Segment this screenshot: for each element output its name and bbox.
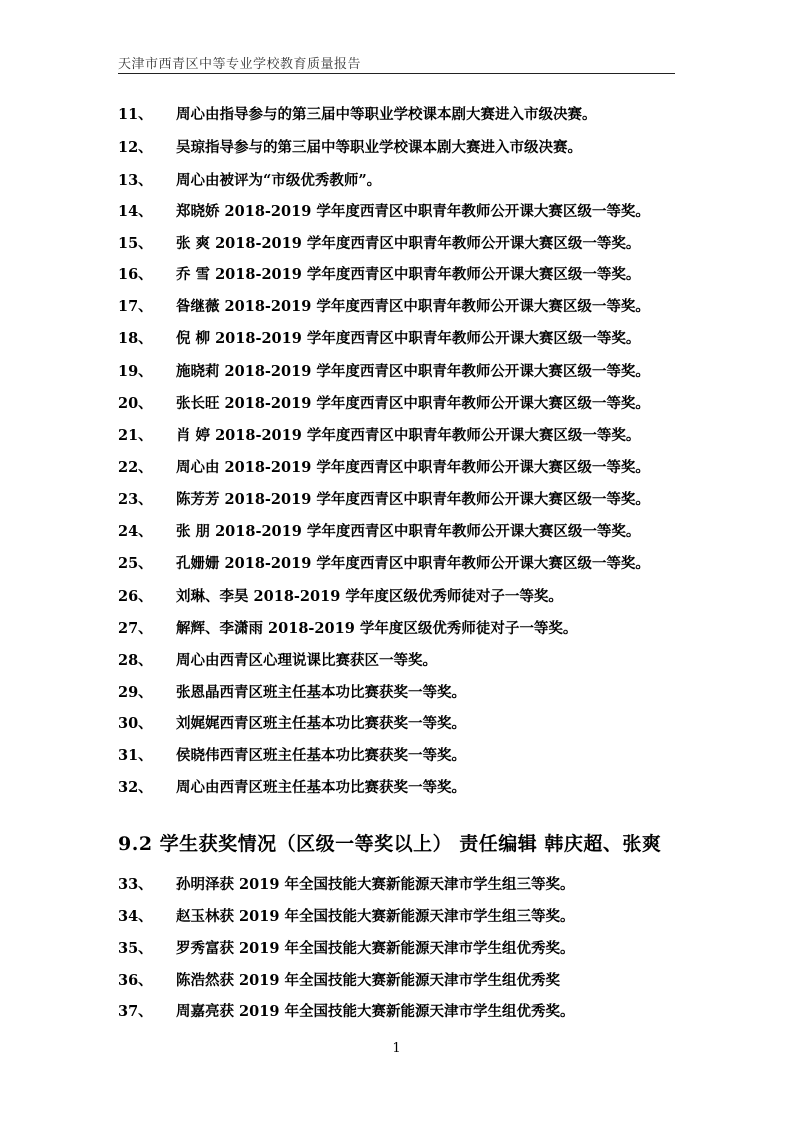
list-item <box>118 328 640 350</box>
item-number: 13、 <box>118 172 153 189</box>
item-number: 34、 <box>118 908 153 925</box>
list-item <box>118 170 381 192</box>
item-text: 张恩晶西青区班主任基本功比赛获奖一等奖。 <box>176 684 466 701</box>
item-text: 周心由西青区心理说课比赛获区一等奖。 <box>176 652 437 669</box>
page-number: 1 <box>392 1041 401 1056</box>
item-text: 昝继薇 2018-2019 学年度西青区中职青年教师公开课大赛区级一等奖。 <box>176 298 650 315</box>
list-item <box>118 682 466 704</box>
list-item <box>118 489 650 511</box>
item-text: 周嘉亮获 2019 年全国技能大赛新能源天津市学生组优秀奖。 <box>176 1003 575 1020</box>
list-item <box>118 586 563 608</box>
item-number: 23、 <box>118 491 153 508</box>
item-number: 27、 <box>118 620 153 637</box>
list-item <box>118 745 466 767</box>
item-text: 周心由指导参与的第三届中等职业学校课本剧大赛进入市级决赛。 <box>176 106 597 123</box>
item-number: 19、 <box>118 363 153 380</box>
item-number: 21、 <box>118 427 153 444</box>
list-item <box>118 874 574 896</box>
list-item <box>118 137 582 159</box>
list-item <box>118 713 466 735</box>
item-number: 36、 <box>118 972 153 989</box>
item-number: 11、 <box>118 106 153 123</box>
item-text: 侯晓伟西青区班主任基本功比赛获奖一等奖。 <box>176 747 466 764</box>
list-item <box>118 553 650 575</box>
item-text: 张 爽 2018-2019 学年度西青区中职青年教师公开课大赛区级一等奖。 <box>176 235 641 252</box>
item-text: 孙明泽获 2019 年全国技能大赛新能源天津市学生组三等奖。 <box>176 876 575 893</box>
list-item <box>118 457 650 479</box>
item-text: 乔 雪 2018-2019 学年度西青区中职青年教师公开课大赛区级一等奖。 <box>176 266 641 283</box>
item-text: 刘琳、李昊 2018-2019 学年度区级优秀师徒对子一等奖。 <box>176 588 563 605</box>
list-item <box>118 938 574 960</box>
item-number: 35、 <box>118 940 153 957</box>
item-number: 30、 <box>118 715 153 732</box>
item-number: 29、 <box>118 684 153 701</box>
item-number: 17、 <box>118 298 153 315</box>
item-number: 15、 <box>118 235 153 252</box>
list-item <box>118 425 640 447</box>
item-text: 周心由 2018-2019 学年度西青区中职青年教师公开课大赛区级一等奖。 <box>176 459 650 476</box>
item-text: 陈芳芳 2018-2019 学年度西青区中职青年教师公开课大赛区级一等奖。 <box>176 491 650 508</box>
item-text: 张长旺 2018-2019 学年度西青区中职青年教师公开课大赛区级一等奖。 <box>176 395 650 412</box>
item-text: 施晓莉 2018-2019 学年度西青区中职青年教师公开课大赛区级一等奖。 <box>176 363 650 380</box>
item-text: 孔姗姗 2018-2019 学年度西青区中职青年教师公开课大赛区级一等奖。 <box>176 555 650 572</box>
item-text: 刘娓娓西青区班主任基本功比赛获奖一等奖。 <box>176 715 466 732</box>
list-item <box>118 970 560 992</box>
list-item <box>118 906 574 928</box>
item-number: 32、 <box>118 779 153 796</box>
item-number: 25、 <box>118 555 153 572</box>
item-text: 罗秀富获 2019 年全国技能大赛新能源天津市学生组优秀奖。 <box>176 940 575 957</box>
item-number: 31、 <box>118 747 153 764</box>
item-text: 张 朋 2018-2019 学年度西青区中职青年教师公开课大赛区级一等奖。 <box>176 523 641 540</box>
list-item <box>118 104 597 126</box>
item-number: 20、 <box>118 395 153 412</box>
item-number: 14、 <box>118 203 153 220</box>
header-divider <box>118 73 675 74</box>
item-text: 周心由被评为“市级优秀教师”。 <box>176 172 382 189</box>
item-number: 26、 <box>118 588 153 605</box>
list-item <box>118 393 650 415</box>
item-number: 28、 <box>118 652 153 669</box>
list-item <box>118 650 437 672</box>
item-number: 16、 <box>118 266 153 283</box>
item-text: 肖 婷 2018-2019 学年度西青区中职青年教师公开课大赛区级一等奖。 <box>176 427 641 444</box>
list-item <box>118 201 650 223</box>
item-text: 解辉、李潇雨 2018-2019 学年度区级优秀师徒对子一等奖。 <box>176 620 578 637</box>
item-text: 吴琼指导参与的第三届中等职业学校课本剧大赛进入市级决赛。 <box>176 139 582 156</box>
item-number: 22、 <box>118 459 153 476</box>
list-item <box>118 296 650 318</box>
item-text: 倪 柳 2018-2019 学年度西青区中职青年教师公开课大赛区级一等奖。 <box>176 330 641 347</box>
item-number: 33、 <box>118 876 153 893</box>
list-item <box>118 233 640 255</box>
section-heading: 9.2 学生获奖情况（区级一等奖以上） 责任编辑 韩庆超、张爽 <box>118 833 662 855</box>
item-text: 赵玉林获 2019 年全国技能大赛新能源天津市学生组三等奖。 <box>176 908 575 925</box>
item-number: 18、 <box>118 330 153 347</box>
item-text: 陈浩然获 2019 年全国技能大赛新能源天津市学生组优秀奖 <box>176 972 560 989</box>
list-item <box>118 361 650 383</box>
item-text: 郑晓娇 2018-2019 学年度西青区中职青年教师公开课大赛区级一等奖。 <box>176 203 650 220</box>
page-header-title: 天津市西青区中等专业学校教育质量报告 <box>118 57 362 72</box>
list-item <box>118 1001 574 1023</box>
list-item <box>118 777 466 799</box>
item-number: 37、 <box>118 1003 153 1020</box>
item-number: 24、 <box>118 523 153 540</box>
list-item <box>118 264 640 286</box>
item-number: 12、 <box>118 139 153 156</box>
list-item <box>118 618 577 640</box>
item-text: 周心由西青区班主任基本功比赛获奖一等奖。 <box>176 779 466 796</box>
list-item <box>118 521 640 543</box>
